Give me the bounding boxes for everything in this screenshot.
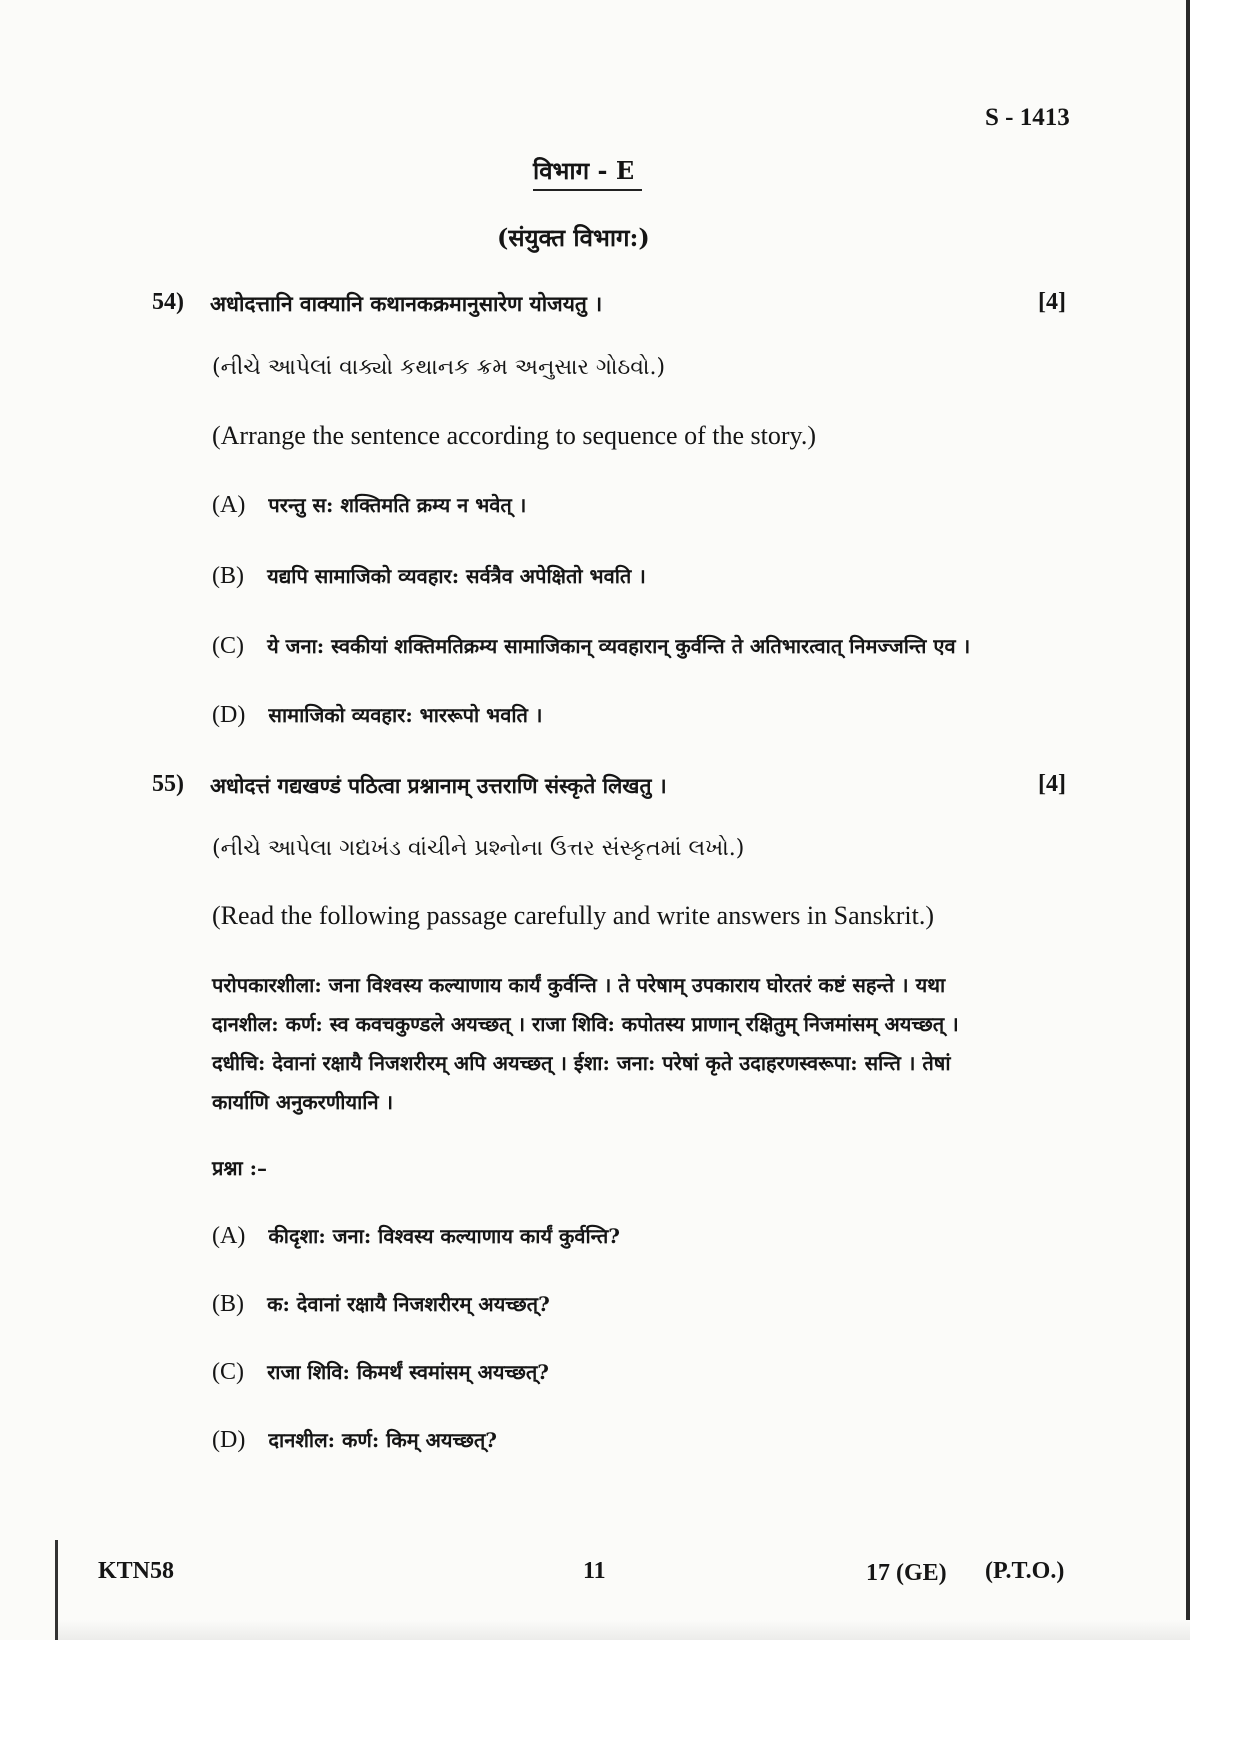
passage-line: कार्याणि अनुकरणीयानि । — [212, 1090, 394, 1114]
option-text: राजा शिवि: किमर्थं स्वमांसम् अयच्छत्? — [267, 1360, 549, 1384]
question-55-gujarati: (નીચે આપેલા ગદ્યખંડ વાંચીને પ્રશ્નોના ઉત્તર સંસ્કૃતમાં લખો.) — [212, 836, 745, 861]
question-54-option-b — [212, 562, 646, 590]
questions-heading: प्रश्ना :– — [212, 1156, 268, 1180]
question-54-marks: [4] — [1038, 289, 1066, 315]
option-label: (C) — [212, 633, 244, 659]
option-text: परन्तु स: शक्तिमति क्रम्य न भवेत् । — [268, 493, 527, 517]
section-title-underline — [533, 189, 642, 191]
footer-pto: (P.T.O.) — [985, 1558, 1065, 1584]
option-label: (B) — [212, 563, 244, 589]
section-subtitle: (संयुक्त विभाग:) — [497, 223, 650, 252]
page-edge-left — [55, 1540, 58, 1640]
question-54-option-a — [212, 491, 526, 519]
option-text: दानशील: कर्ण: किम् अयच्छत्? — [268, 1428, 498, 1452]
question-54-option-c — [212, 632, 970, 660]
question-54-english: (Arrange the sentence according to sequence of the story.) — [212, 421, 816, 450]
option-text: सामाजिको व्यवहार: भाररूपो भवति । — [268, 703, 543, 727]
option-label: (D) — [212, 1427, 246, 1453]
paper-code: S - 1413 — [985, 104, 1070, 131]
option-label: (D) — [212, 702, 246, 728]
question-54-sanskrit: अधोदत्तानि वाक्यानि कथानकक्रमानुसारेण योजयतु । — [210, 291, 603, 316]
question-55-number: 55) — [152, 771, 184, 797]
question-55-sub-b — [212, 1290, 550, 1318]
question-55-sub-a — [212, 1222, 620, 1250]
footer-code: KTN58 — [98, 1558, 175, 1584]
question-55-sanskrit: अधोदत्तं गद्यखण्डं पठित्वा प्रश्नानाम् उत्तराणि संस्कृते लिखतु । — [210, 773, 667, 798]
footer-page-number: 11 — [583, 1558, 606, 1584]
footer-series: 17 (GE) — [866, 1560, 947, 1586]
question-54-gujarati: (નીચે આપેલાં વાક્યો કથાનક ક્રમ અનુસાર ગોઠવો.) — [212, 355, 666, 380]
page-edge-right — [1186, 0, 1190, 1640]
question-55-sub-d — [212, 1426, 497, 1454]
passage-line: दानशील: कर्ण: स्व कवचकुण्डले अयच्छत् । राजा शिवि: कपोतस्य प्राणान् रक्षितुम् निजमांसम् अयच्छत् । — [212, 1012, 959, 1036]
passage-line: दधीचि: देवानां रक्षायै निजशरीरम् अपि अयच्छत् । ईशा: जना: परेषां कृते उदाहरणस्वरूपा: सन्ति । तेषां — [212, 1051, 951, 1075]
option-label: (C) — [212, 1359, 244, 1385]
page-edge-bottom — [55, 1620, 1190, 1640]
option-label: (A) — [212, 1223, 246, 1249]
question-54-option-d — [212, 701, 542, 729]
section-title: विभाग - E — [533, 156, 635, 185]
option-text: यद्यपि सामाजिको व्यवहार: सर्वत्रैव अपेक्षितो भवति । — [267, 564, 646, 588]
question-55-english: (Read the following passage carefully and write answers in Sanskrit.) — [212, 901, 935, 930]
option-text: ये जना: स्वकीयां शक्तिमतिक्रम्य सामाजिकान् व्यवहारान् कुर्वन्ति ते अतिभारत्वात् निमज्जन्ति एव । — [267, 634, 971, 658]
passage-line: परोपकारशीला: जना विश्वस्य कल्याणाय कार्यं कुर्वन्ति । ते परेषाम् उपकाराय घोरतरं कष्टं सहन्ते । यथा — [212, 973, 946, 997]
option-label: (A) — [212, 492, 246, 518]
question-55-marks: [4] — [1038, 771, 1066, 797]
option-text: कीदृशा: जना: विश्वस्य कल्याणाय कार्यं कुर्वन्ति? — [268, 1224, 620, 1248]
option-text: क: देवानां रक्षायै निजशरीरम् अयच्छत्? — [267, 1292, 550, 1316]
question-54-number: 54) — [152, 289, 184, 315]
question-55-sub-c — [212, 1358, 549, 1386]
option-label: (B) — [212, 1291, 244, 1317]
